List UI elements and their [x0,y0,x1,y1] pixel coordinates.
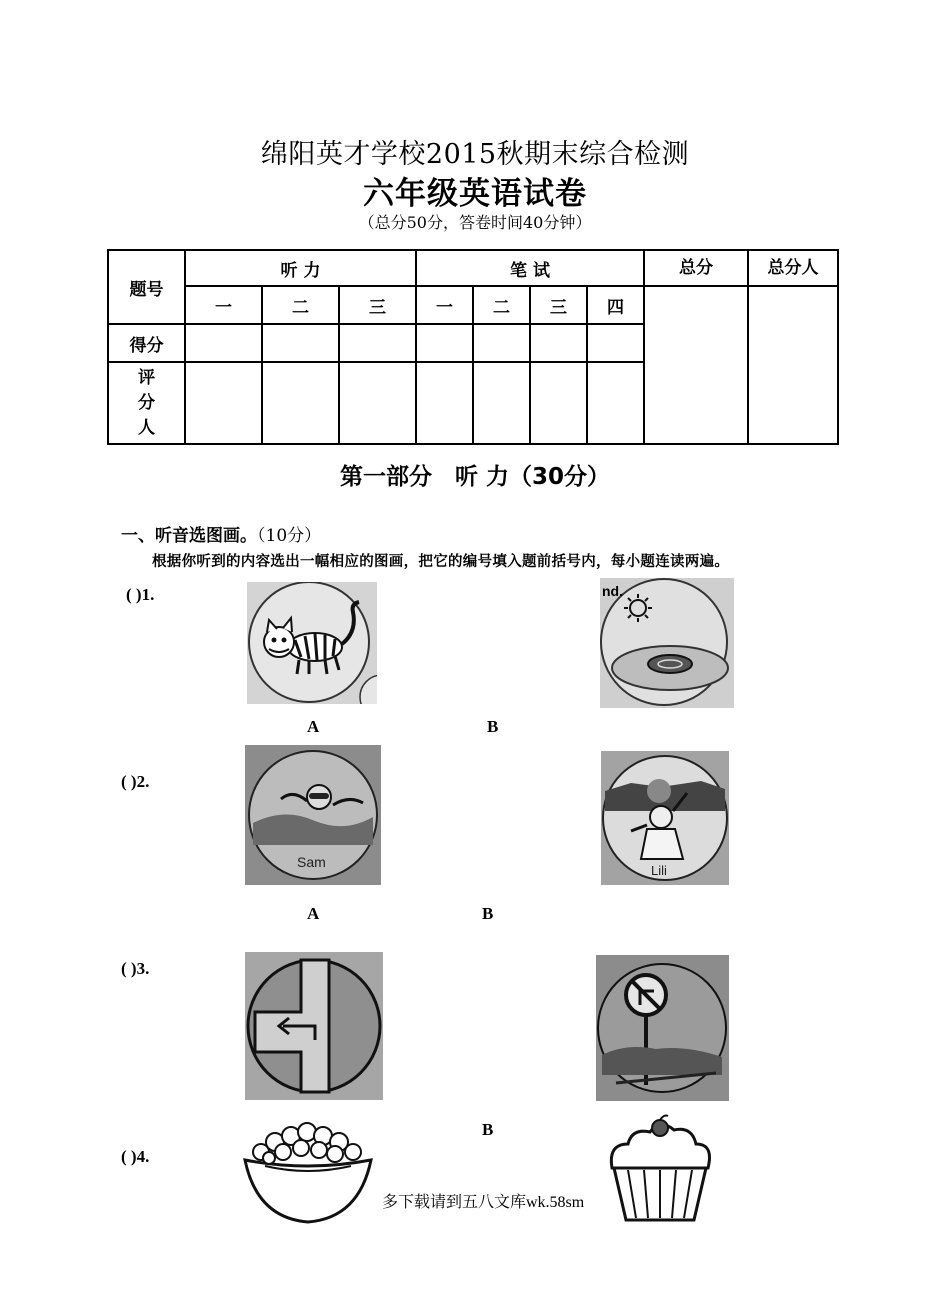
popcorn-bowl-picture [241,1118,375,1228]
question-4-label: ( )4. [121,1147,150,1166]
no-right-turn-sign-picture [596,955,729,1101]
total-person-column [748,250,838,444]
listening-col-3: 三 [339,286,416,324]
row-header-cell: 题号 [108,250,185,324]
score-cell [473,324,530,362]
question-1-option-b-image[interactable] [600,578,734,708]
question-2-label: ( )2. [121,772,150,791]
exam-title: 六年级英语试卷 [363,176,587,212]
grader-cell [530,362,587,444]
turn-left-road-sign-picture [245,952,383,1100]
question-4-option-a-image[interactable] [241,1118,375,1228]
writing-col-3: 三 [530,286,587,324]
school-title: 绵阳英才学校2015秋期末综合检测 [260,139,690,170]
grader-cell [473,362,530,444]
grader-row-label: 评 分 人 [108,362,185,444]
grader-cell [262,362,339,444]
caption-sam: Sam [297,854,326,870]
question-1-option-a-image[interactable] [247,582,377,704]
score-cell [339,324,416,362]
listening-group-header: 听 力 [185,250,416,286]
question-2-option-b-label: B [482,904,494,923]
caption-lili: Lili [651,863,667,878]
grader-cell [185,362,262,444]
question-3-label: ( )3. [121,959,150,978]
question-2-option-b-image[interactable] [601,751,729,885]
total-column [644,250,748,444]
exam-subtitle: （总分50分，答卷时间40分钟） [358,213,592,232]
part1-title: 第一部分 听 力（30分） [339,464,610,490]
grader-cell [339,362,416,444]
score-cell [530,324,587,362]
option-b-partial-text: nd. [602,583,623,599]
score-table [107,249,839,445]
score-cell [587,324,644,362]
question-3-option-b-label: B [482,1120,494,1139]
grader-cell [416,362,473,444]
listening-col-2: 二 [262,286,339,324]
cupcake-picture [604,1114,716,1224]
writing-col-1: 一 [416,286,473,324]
swimming-boy-picture [245,745,381,885]
question-3-option-b-image[interactable] [596,955,729,1101]
score-row-label: 得分 [108,324,185,362]
section1-heading [121,521,321,546]
question-1-label: ( )1. [126,585,155,604]
writing-col-2: 二 [473,286,530,324]
listening-col-1: 一 [185,286,262,324]
writing-group-header: 笔 试 [416,250,644,286]
question-2-option-a-image[interactable] [245,745,381,885]
section1-instruction: 根据你听到的内容选出一幅相应的图画，把它的编号填入题前括号内，每小题连读两遍。 [152,553,730,570]
question-4-option-b-image[interactable] [604,1114,716,1224]
score-cell [185,324,262,362]
total-label: 总分 [645,251,747,287]
question-1-option-b-label: B [487,717,499,736]
cat-picture [247,582,377,704]
total-person-label: 总分人 [749,251,837,287]
section1-title: 一、听音选图画。 [121,526,257,546]
writing-col-4: 四 [587,286,644,324]
score-cell [416,324,473,362]
question-2-option-a-label: A [307,904,320,923]
grader-cell [587,362,644,444]
question-3-option-a-image[interactable] [245,952,383,1100]
section1-points: （10分） [257,526,322,546]
girl-climbing-tree-picture [601,751,729,885]
score-cell [262,324,339,362]
sun-and-nest-picture [600,578,734,708]
footer-watermark-text: 多下载请到五八文库wk.58sm [382,1194,585,1211]
question-1-option-a-label: A [307,717,320,736]
